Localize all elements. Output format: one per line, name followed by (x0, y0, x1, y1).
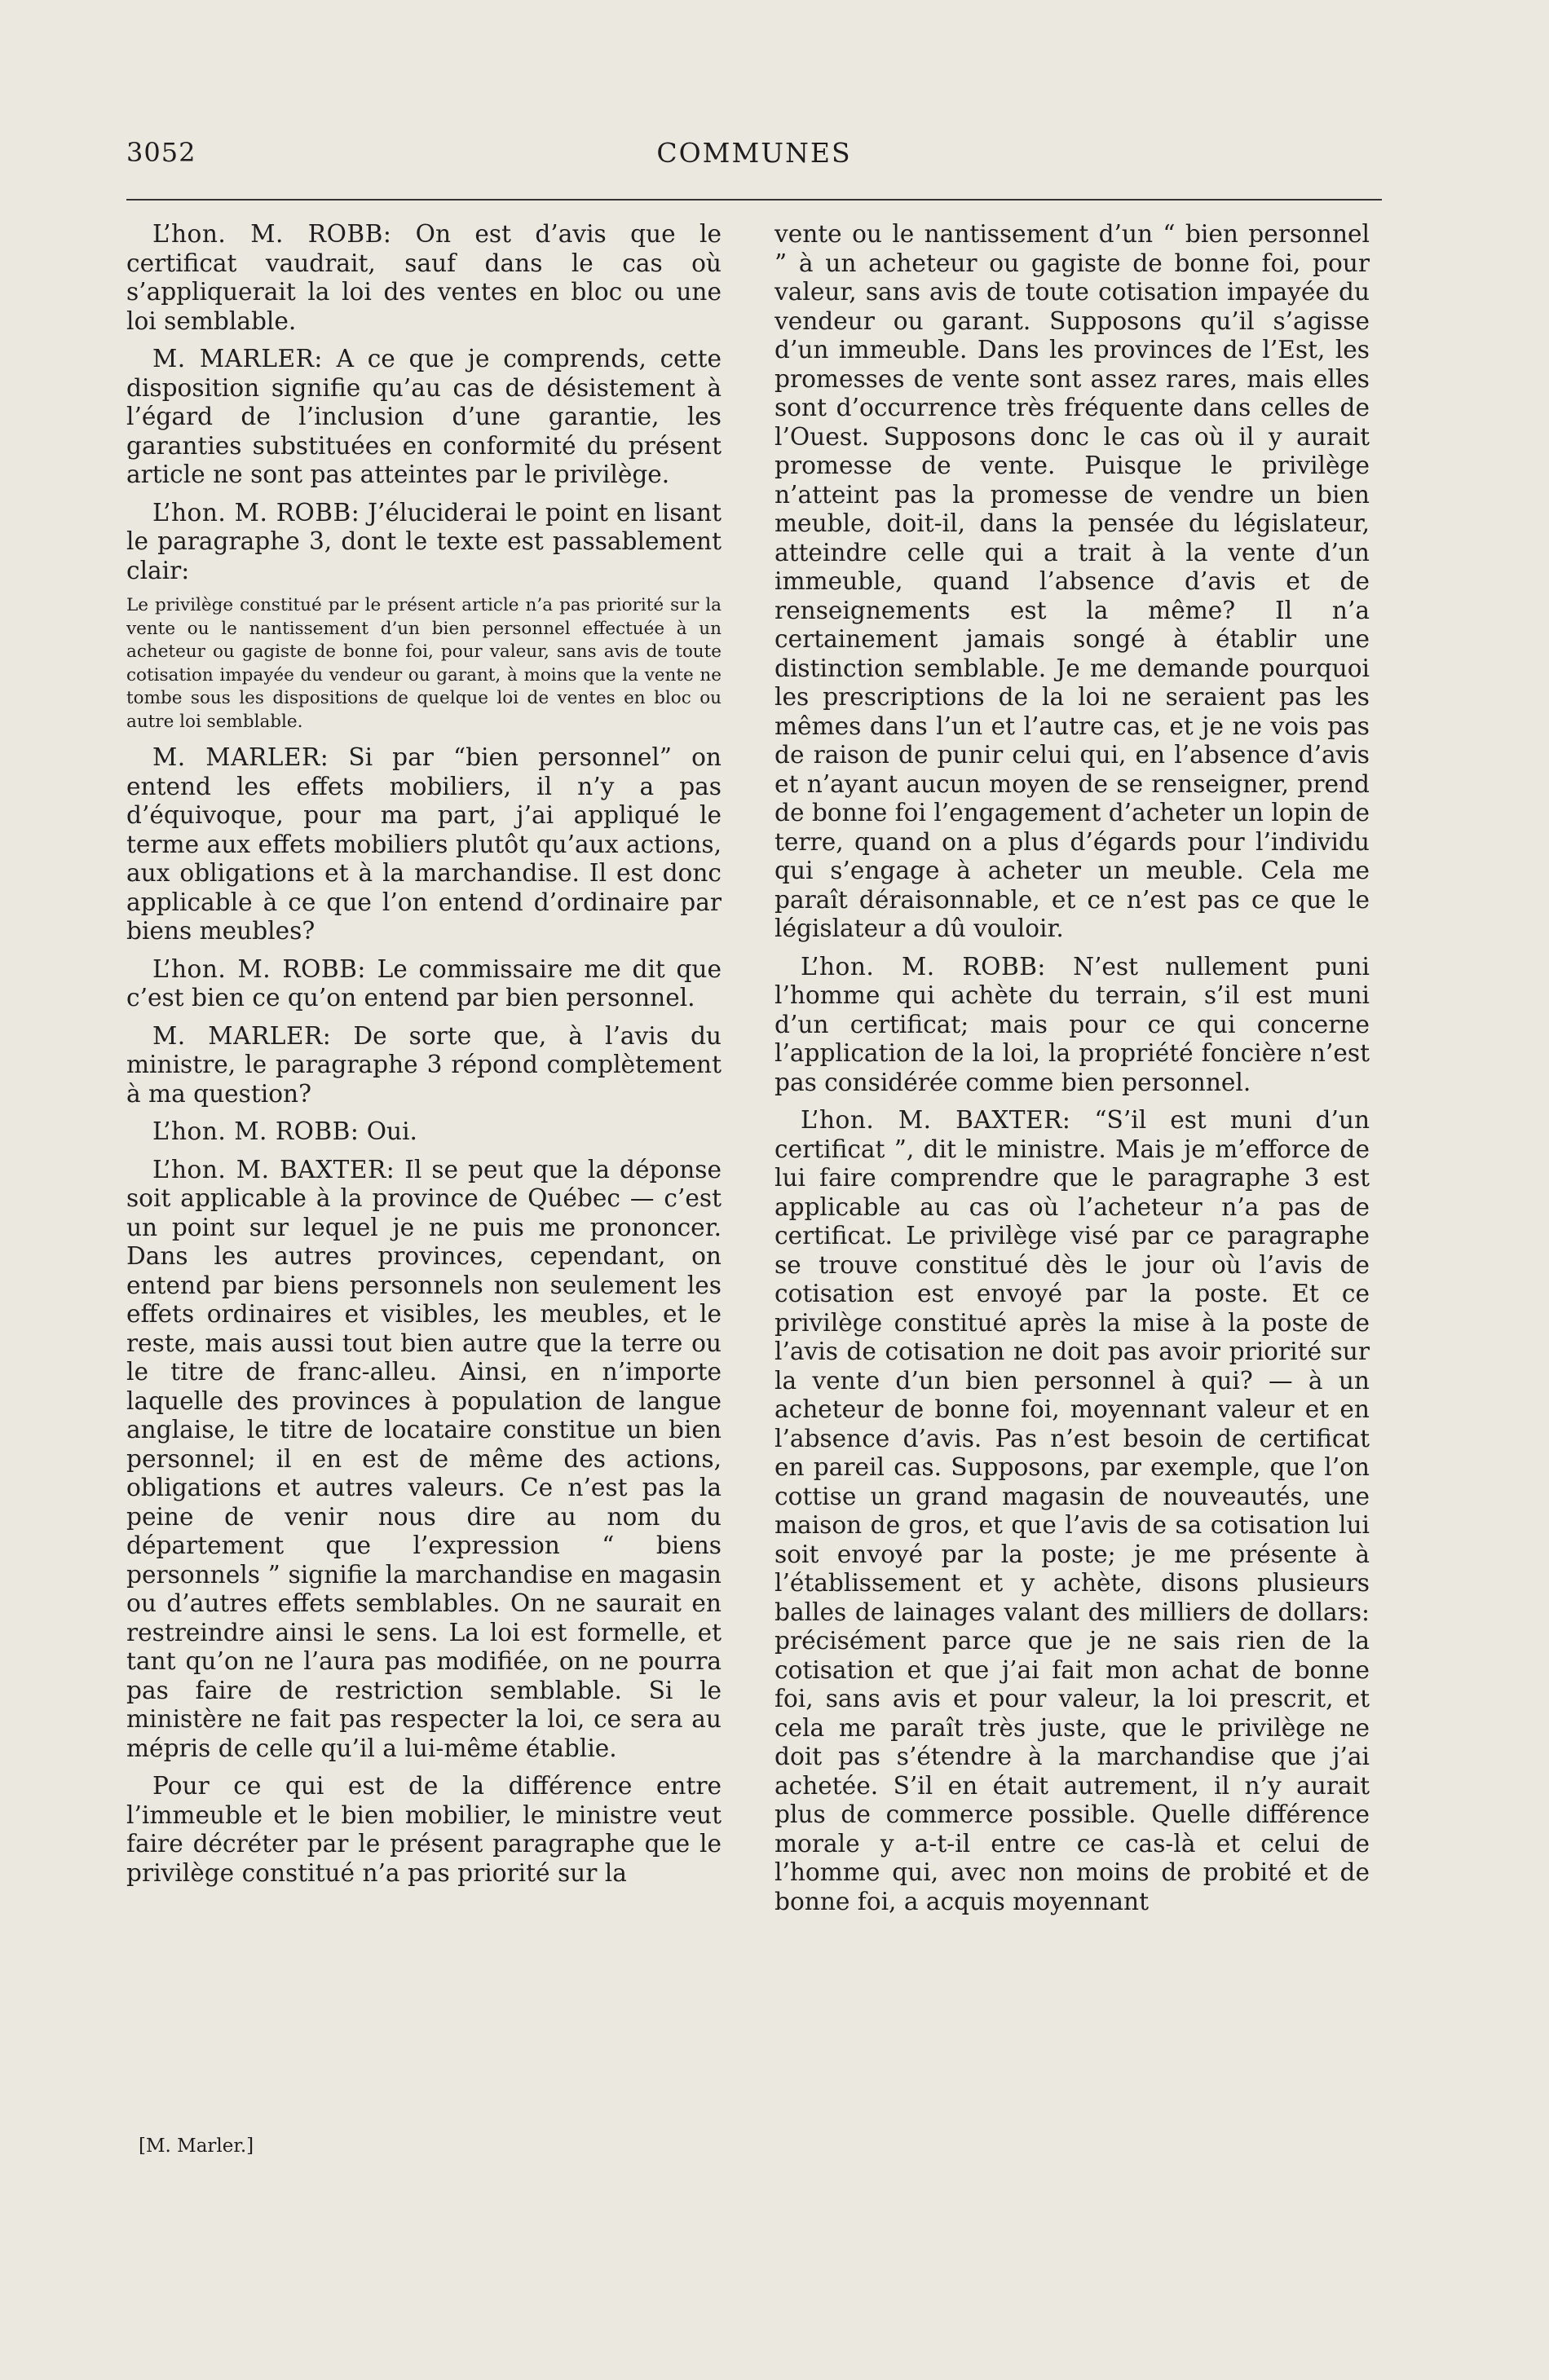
footer-signature: [M. Marler.] (139, 2135, 254, 2157)
speaker: L’hon. M. ROBB: (152, 954, 366, 983)
page-number: 3052 (126, 137, 196, 168)
paragraph: Pour ce qui est de la différence entre l’immeuble et le bien mobilier, le ministre veut faire décréter par le présent paragraphe que le privilège constitué n’a pas priorité sur la (126, 1772, 722, 1887)
paragraph (774, 1106, 1370, 1916)
paragraph (774, 953, 1370, 1098)
speaker: L’hon. M. ROBB: (152, 220, 392, 248)
speaker: L’hon. M. BAXTER: (152, 1155, 395, 1183)
paragraph-text: Oui. (359, 1117, 417, 1145)
paragraph (126, 955, 722, 1013)
speaker: M. MARLER: (152, 345, 323, 372)
speaker: L’hon. M. ROBB: (152, 1117, 360, 1145)
paragraph (126, 743, 722, 946)
paragraph (126, 1117, 722, 1147)
paragraph (126, 499, 722, 586)
quoted-text (126, 594, 722, 734)
header-rule (126, 199, 1382, 201)
right-column (774, 220, 1370, 1925)
paragraph-text: Si par “bien personnel” on entend les effets mobiliers, il n’y a pas d’équivoque, pour ma part, j’ai appliqué le terme aux effets mobiliers plutôt qu’aux actions, aux obligations et à la marchandise. Il est donc applicable à ce que l’on entend d’ordinaire par biens meubles? (126, 743, 722, 945)
speaker: L’hon. M. BAXTER: (801, 1106, 1071, 1134)
paragraph-text: “S’il est muni d’un certificat ”, dit le ministre. Mais je m’efforce de lui faire comprendre que le paragraphe 3 est applicable au cas où l’acheteur n’a pas de certificat. Le privilège visé par ce paragraphe se trouve constitué dès le jour où l’avis de cotisation est envoyé par la poste. Et ce privilège constitué après la mise à la poste de l’avis de cotisation ne doit pas avoir priorité sur la vente d’un bien personnel à qui? — à un acheteur de bonne foi, moyennant valeur et en l’absence d’avis. Pas n’est besoin de certificat en pareil cas. Supposons, par exemple, que l’on cottise un grand magasin de nouveautés, une maison de gros, et que l’avis de sa cotisation lui soit envoyé par la poste; je me présente à l’établissement et y achète, disons plusieurs balles de lainages valant des milliers de dollars: précisément parce que je ne sais rien de la cotisation et que j’ai fait mon achat de bonne foi, sans avis et pour valeur, la loi prescrit, et cela me paraît très juste, que le privilège ne doit pas s’étendre à la marchandise que j’ai achetée. S’il en était autrement, il n’y aurait plus de commerce possible. Quelle différence morale y a-t-il entre ce cas-là et celui de l’homme qui, avec non moins de probité et de bonne foi, a acquis moyennant (774, 1106, 1370, 1915)
paragraph-text: On est d’avis que le certificat vaudrait, sauf dans le cas où s’appliquerait la loi des ventes en bloc ou une loi semblable. (126, 220, 722, 335)
paragraph-text: N’est nullement puni l’homme qui achète du terrain, s’il est muni d’un certificat; mais pour ce qui concerne l’application de la loi, la propriété foncière n’est pas considérée comme bien personnel. (774, 952, 1370, 1096)
paragraph-text: Il se peut que la déponse soit applicable à la province de Québec — c’est un point sur lequel je ne puis me prononcer. Dans les autres provinces, cependant, on entend par biens personnels non seulement les effets ordinaires et visibles, les meubles, et le reste, mais aussi tout bien autre que la terre ou le titre de franc-alleu. Ainsi, en n’importe laquelle des provinces à population de langue anglaise, le titre de locataire constitue un bien personnel; il en est de même des actions, obligations et autres valeurs. Ce n’est pas la peine de venir nous dire au nom du département que l’expression “ biens personnels ” signifie la marchandise en magasin ou d’autres effets semblables. On ne saurait en restreindre ainsi le sens. La loi est formelle, et tant qu’on ne l’aura pas modifiée, on ne pourra pas faire de restriction semblable. Si le ministère ne fait pas respecter la loi, ce sera au mépris de celle qu’il a lui-même établie. (126, 1155, 722, 1762)
paragraph-text: De sorte que, à l’avis du ministre, le paragraphe 3 répond complètement à ma question? (126, 1021, 722, 1108)
paragraph-text: Le commissaire me dit que c’est bien ce qu’on entend par bien personnel. (126, 954, 722, 1012)
speaker: M. MARLER: (152, 1021, 332, 1050)
paragraph-text: A ce que je comprends, cette disposition signifie qu’au cas de désistement à l’égard de l’inclusion d’une garantie, les garanties substituées en conformité du présent article ne sont pas atteintes par le privilège. (126, 345, 722, 488)
paragraph (126, 1022, 722, 1109)
speaker: M. MARLER: (152, 743, 329, 771)
speaker: L’hon. M. ROBB: (152, 498, 360, 527)
running-title: COMMUNES (656, 137, 852, 169)
paragraph-continued: vente ou le nantissement d’un “ bien personnel ” à un acheteur ou gagiste de bonne foi, pour valeur, sans avis de toute cotisation impayée du vendeur ou garant. Supposons qu’il s’agisse d’un immeuble. Dans les provinces de l’Est, les promesses de vente sont assez rares, mais elles sont d’occurrence très fréquente dans celles de l’Ouest. Supposons donc le cas où il y aurait promesse de vente. Puisque le privilège n’atteint pas la promesse de vendre un bien meuble, doit-il, dans la pensée du législateur, atteindre celle qui a trait à la vente d’un immeuble, quand l’absence d’avis et de renseignements est la même? Il n’a certainement jamais songé à établir une distinction semblable. Je me demande pourquoi les prescriptions de la loi ne seraient pas les mêmes dans l’un et l’autre cas, et je ne vois pas de raison de punir celui qui, en l’absence d’avis et n’ayant aucun moyen de se renseigner, prend de bonne foi l’engagement d’acheter un lopin de terre, quand on a plus d’égards pour l’individu qui s’engage à acheter un meuble. Cela me paraît déraisonnable, et ce n’est pas ce que le législateur a dû vouloir. (774, 220, 1370, 942)
paragraph-text: J’éluciderai le point en lisant le paragraphe 3, dont le texte est passablement clair: (126, 498, 722, 584)
paragraph (126, 345, 722, 490)
speaker: L’hon. M. ROBB: (801, 952, 1046, 981)
paragraph (126, 220, 722, 336)
paragraph (126, 1156, 722, 1764)
left-column (126, 220, 722, 1897)
quote-paragraph: Le privilège constitué par le présent article n’a pas priorité sur la vente ou le nantissement d’un bien personnel effectuée à un acheteur ou gagiste de bonne foi, pour valeur, sans avis de toute cotisation impayée du vendeur ou garant, à moins que la vente ne tombe sous les dispositions de quelque loi de ventes en bloc ou autre loi semblable. (126, 595, 722, 732)
page-header (126, 137, 1382, 186)
